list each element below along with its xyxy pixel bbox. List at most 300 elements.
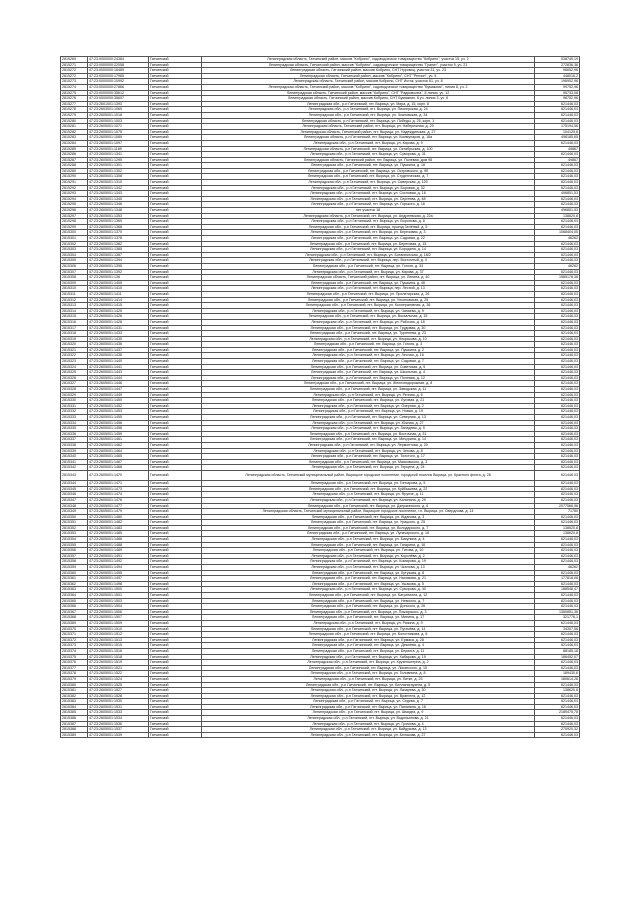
- cadastral-number-cell: 47:23:2605001:1497: [88, 576, 149, 582]
- cadastral-value-cell: 621446,03: [535, 241, 580, 247]
- district-cell: Гатчинский: [149, 465, 202, 471]
- address-cell: Ленинградская обл., р-н Гатчинский, пгт. Вырица, ул. Мира, д. 15, корп. 8: [202, 101, 535, 107]
- cadastral-value-cell: 621446,03: [535, 118, 580, 124]
- row-id-cell: 2815319: [61, 336, 88, 342]
- district-cell: Гатчинский: [149, 620, 202, 626]
- address-cell: Ленинградская обл., р-н Гатчинский, пгт. Вырица, ул. Пушкина, д. 2: [202, 347, 535, 353]
- cadastral-number-cell: 47:23:2605001:1395: [88, 263, 149, 269]
- cadastral-value-cell: 621446,03: [535, 682, 580, 688]
- address-cell: Ленинградская обл., р-н Гатчинский, пгт. Вырица, ул. Байдукова, д. 13: [202, 727, 535, 733]
- address-cell: Ленинградская обл., р-н Гатчинский, пгт. Вырица, ул. Озерная, д. 2: [202, 403, 535, 409]
- cadastral-number-cell: 47:23:2605001:1521: [88, 665, 149, 671]
- row-id-cell: 2815312: [61, 297, 88, 303]
- address-cell: Ленинградская обл., р-н Гатчинский, пгт. Вырица, ул. Невского, д. 7: [202, 598, 535, 604]
- address-cell: Ленинградская обл., р-н Гатчинский, пгт. Вырица, ул. Маяковского, д. 3: [202, 459, 535, 465]
- cadastral-value-cell: 321776,1: [535, 615, 580, 621]
- cadastral-number-cell: 47:23:2603001:1069: [88, 107, 149, 113]
- district-cell: Гатчинский: [149, 593, 202, 599]
- district-cell: Гатчинский: [149, 676, 202, 682]
- district-cell: Гатчинский: [149, 157, 202, 163]
- district-cell: Гатчинский: [149, 62, 202, 68]
- row-id-cell: 2815327: [61, 381, 88, 387]
- district-cell: Гатчинский: [149, 503, 202, 509]
- cadastral-number-cell: 47:23:2605001:1394: [88, 258, 149, 264]
- address-cell: Ленинградская обл., р-н Гатчинский, пгт. Вырица, ул. Чкалова, д. 13: [202, 565, 535, 571]
- row-id-cell: 2815365: [61, 598, 88, 604]
- row-id-cell: 2815348: [61, 503, 88, 509]
- row-id-cell: 2815359: [61, 565, 88, 571]
- cadastral-number-cell: 47:23:2605001:1353: [88, 213, 149, 219]
- address-cell: Ленинградская обл., р-н Гатчинский, пгт. Вырица, ул. Пионерская, д. 24: [202, 107, 535, 113]
- cadastral-number-cell: 47:23:2605001:1477: [88, 503, 149, 509]
- cadastral-number-cell: 47:23:2605001:1075: [88, 129, 149, 135]
- cadastral-number-cell: 47:23:2605001:1467: [88, 459, 149, 465]
- cadastral-value-cell: 621446,03: [535, 258, 580, 264]
- address-cell: Ленинградская обл., р-н Гатчинский, пгт. Вырица, ул. Речная, д. 6: [202, 392, 535, 398]
- cadastral-number-cell: 47:23:2605001:1510: [88, 626, 149, 632]
- row-id-cell: 2815364: [61, 593, 88, 599]
- district-cell: Гатчинский: [149, 459, 202, 465]
- address-cell: Ленинградская обл., р-н Гатчинский, пгт. Вырица, ул. Рабочая, д. 18: [202, 319, 535, 325]
- row-id-cell: 2815284: [61, 140, 88, 146]
- district-cell: Гатчинский: [149, 497, 202, 503]
- cadastral-number-cell: 47:23:2605001:1491: [88, 553, 149, 559]
- cadastral-number-cell: 47:23:2605001:1411: [88, 291, 149, 297]
- row-id-cell: 2815325: [61, 370, 88, 376]
- address-cell: Ленинградская обл., р-н Гатчинский, пгт. Вырица, проезд Зелёный, д. 5: [202, 224, 535, 230]
- district-cell: Гатчинский: [149, 291, 202, 297]
- row-id-cell: 2815338: [61, 442, 88, 448]
- cadastral-number-cell: 47:23:2605001:1485: [88, 531, 149, 537]
- address-cell: Ленинградская обл., р-н Гатчинский, пгт. Вырица, ул. Новая, д. 19: [202, 409, 535, 415]
- cadastral-number-cell: 47:23:2605001:1486: [88, 537, 149, 543]
- row-id-cell: 2815362: [61, 581, 88, 587]
- cadastral-number-cell: 47:23:2605001:1071: [88, 124, 149, 130]
- district-cell: Гатчинский: [149, 319, 202, 325]
- cadastral-number-cell: 47:23:2605001:1410: [88, 286, 149, 292]
- cadastral-value-cell: 49867: [535, 157, 580, 163]
- address-cell: Ленинградская обл., р-н Гатчинский, пгт. Вырица, ул. Ботаническая, д. 18/2: [202, 252, 535, 258]
- row-id-cell: 2815383: [61, 699, 88, 705]
- cadastral-value-cell: 621446,03: [535, 247, 580, 253]
- cadastral-value-cell: 621446,03: [535, 442, 580, 448]
- cadastral-value-cell: 621446,03: [535, 716, 580, 722]
- district-cell: Гатчинский: [149, 219, 202, 225]
- cadastral-number-cell: 47:23:2605001:1525: [88, 682, 149, 688]
- district-cell: Гатчинский: [149, 587, 202, 593]
- address-cell: Ленинградская обл., р-н Гатчинский, пгт. Вырица, ул. Бородина, д. 14: [202, 247, 535, 253]
- district-cell: Гатчинский: [149, 509, 202, 515]
- address-cell: Ленинградская обл., р-н Гатчинский, пгт. Вырица, ул. Трудовая, д. 30: [202, 325, 535, 331]
- address-cell: Ленинградская обл., р-н Гатчинский, пгт. Вырица, ул. Белякова, д. 27: [202, 732, 535, 738]
- district-cell: Гатчинский: [149, 437, 202, 443]
- cadastral-number-cell: 47:23:2605001:1468: [88, 465, 149, 471]
- row-id-cell: 2815321: [61, 347, 88, 353]
- row-id-cell: 2815352: [61, 525, 88, 531]
- district-cell: Гатчинский: [149, 710, 202, 716]
- row-id-cell: 2815292: [61, 185, 88, 191]
- cadastral-number-cell: 47:23:2605001:1455: [88, 415, 149, 421]
- address-cell: Ленинградская обл., р-н Гатчинский, пгт. Вырица, ул. Кооперативная, д. 36: [202, 303, 535, 309]
- address-cell: Ленинградская область, Гатчинский район, пгт. Вырица, ул. Надеждинская, д. 27: [202, 129, 535, 135]
- cadastral-number-cell: 47:23:2605001:1392: [88, 269, 149, 275]
- cadastral-number-cell: 47:23:2605001:1450: [88, 398, 149, 404]
- address-cell: Ленинградская область, Гатчинский муниципальный район, Вырицкое городское поселение, городской поселок Вырица, ул. Красного флота, д. 28: [202, 470, 535, 480]
- address-cell: Ленинградская обл., р-н Гатчинский, пгт. Вырица, ул. Ульяновская, д. 25: [202, 297, 535, 303]
- address-cell: Ленинградская обл., р-н Гатчинский, пгт. Вырица, ул. Чехова, д. 8: [202, 448, 535, 454]
- cadastral-value-cell: 621446,03: [535, 196, 580, 202]
- row-id-cell: 2815324: [61, 364, 88, 370]
- address-cell: Ленинградская область, Гатчинский район, массив "Кобрино", СНТ "Радиоволна", 8 линия, уч. 12: [202, 90, 535, 96]
- cadastral-value-cell: 621446,03: [535, 660, 580, 666]
- address-cell: Ленинградская обл., р-н Гатчинский, пгт. Вырица, ул. Железнодорожная, д. 8: [202, 381, 535, 387]
- table-body: [61, 57, 580, 738]
- row-id-cell: 2815367: [61, 609, 88, 615]
- district-cell: Гатчинский: [149, 286, 202, 292]
- cadastral-number-cell: 47:23:2605001:1447: [88, 387, 149, 393]
- cadastral-number-cell: 47:23:2605001:1531: [88, 704, 149, 710]
- cadastral-number-cell: 47:23:2605001:1503: [88, 598, 149, 604]
- district-cell: Гатчинский: [149, 643, 202, 649]
- cadastral-number-cell: 47:23:2605001:1501: [88, 593, 149, 599]
- address-cell: Ленинградская обл., р-н Гатчинский, пгт. Вырица, ул. Суворова, д. 40: [202, 587, 535, 593]
- cadastral-number-cell: 47:23:2605001:1342: [88, 185, 149, 191]
- cadastral-number-cell: 47:23:2605001:1507: [88, 615, 149, 621]
- row-id-cell: 2815384: [61, 704, 88, 710]
- cadastral-number-cell: 47:23:2605001:1097: [88, 140, 149, 146]
- cadastral-number-cell: 47:23:2605001:1506: [88, 609, 149, 615]
- cadastral-number-cell: 47:23:0000000:16489: [88, 68, 149, 74]
- district-cell: Гатчинский: [149, 146, 202, 152]
- cadastral-value-cell: 621446,03: [535, 570, 580, 576]
- cadastral-value-cell: 621446,03: [535, 331, 580, 337]
- address-cell: Ленинградская обл., р-н Гатчинский, пгт. Вырица, ул. Крузенштерна, д. 2: [202, 660, 535, 666]
- row-id-cell: 2815293: [61, 191, 88, 197]
- row-id-cell: 2815302: [61, 241, 88, 247]
- cadastral-value-cell: 621446,03: [535, 637, 580, 643]
- row-id-cell: 2815363: [61, 587, 88, 593]
- district-cell: Гатчинский: [149, 96, 202, 102]
- cadastral-value-cell: 2189475,78: [535, 710, 580, 716]
- cadastral-number-cell: 47:23:2605001:1436: [88, 342, 149, 348]
- district-cell: Гатчинский: [149, 721, 202, 727]
- address-cell: Ленинградская обл., р-н Гатчинский, пгт. Вырица, ул. Садовая, д. 22: [202, 236, 535, 242]
- cadastral-value-cell: 99752,96: [535, 84, 580, 90]
- cadastral-value-cell: 621446,03: [535, 732, 580, 738]
- cadastral-value-cell: 621446,03: [535, 392, 580, 398]
- cadastral-value-cell: 538749,19: [535, 57, 580, 63]
- row-id-cell: 2815337: [61, 437, 88, 443]
- cadastral-number-cell: 47:23:2605001:1426: [88, 314, 149, 320]
- address-cell: Ленинградская обл., р-н Гатчинский, пгт. Вырица, ул. Пролетарская, д. 26: [202, 291, 535, 297]
- address-cell: Ленинградская обл., р-н Гатчинский, пгт. Вырица, ул. Толстого, д. 17: [202, 454, 535, 460]
- cadastral-value-cell: 621446,03: [535, 252, 580, 258]
- cadastral-value-cell: 46262: [535, 263, 580, 269]
- address-cell: Ленинградская обл., р-н Гатчинский, пгт. Вырица, пер. Восточный, д. 4: [202, 258, 535, 264]
- district-cell: Гатчинский: [149, 252, 202, 258]
- district-cell: Гатчинский: [149, 168, 202, 174]
- row-id-cell: 2815385: [61, 710, 88, 716]
- cadastral-value-cell: 71780: [535, 509, 580, 515]
- row-id-cell: 2815386: [61, 716, 88, 722]
- cadastral-value-cell: 621446,03: [535, 325, 580, 331]
- district-cell: Гатчинский: [149, 492, 202, 498]
- address-cell: Ленинградская обл., р-н Гатчинский, пгт. Вырица, ул. Береговая, д. 15: [202, 241, 535, 247]
- cadastral-number-cell: 47:23:2605001:1295: [88, 157, 149, 163]
- row-id-cell: 2815305: [61, 258, 88, 264]
- cadastral-value-cell: 621446,03: [535, 604, 580, 610]
- cadastral-value-cell: 621446,03: [535, 202, 580, 208]
- row-id-cell: 2815380: [61, 682, 88, 688]
- district-cell: Гатчинский: [149, 565, 202, 571]
- cadastral-value-cell: 621446,03: [535, 112, 580, 118]
- district-cell: Гатчинский: [149, 275, 202, 281]
- cadastral-number-cell: 47:23:2605001:1345: [88, 196, 149, 202]
- cadastral-value-cell: 496851,53: [535, 208, 580, 214]
- cadastral-value-cell: 621446,03: [535, 403, 580, 409]
- cadastral-number-cell: 47:23:2605001:1446: [88, 381, 149, 387]
- address-cell: Ленинградская область, Гатчинский район, массив "Кобрино", СНТ "Регион", уч. 5: [202, 73, 535, 79]
- district-cell: Гатчинский: [149, 224, 202, 230]
- district-cell: Гатчинский: [149, 359, 202, 365]
- cadastral-number-cell: 47:23:0000000:22058: [88, 62, 149, 68]
- district-cell: Гатчинский: [149, 79, 202, 85]
- row-id-cell: 2815340: [61, 454, 88, 460]
- cadastral-number-cell: 47:23:2605001:1453: [88, 409, 149, 415]
- address-cell: Ленинградская обл., р-н Гатчинский, пгт. Вырица, ул. Северная, д. 13: [202, 415, 535, 421]
- row-id-cell: 2815389: [61, 732, 88, 738]
- address-cell: Ленинградская обл., р-н Гатчинский, пгт. Вырица, ул. Хабарова, д. 19: [202, 654, 535, 660]
- cadastral-value-cell: 138620,8: [535, 213, 580, 219]
- district-cell: Гатчинский: [149, 398, 202, 404]
- address-cell: Ленинградская обл., р-н Гатчинский, пгт. Вырица, ул. Кутузова, д. 8: [202, 570, 535, 576]
- district-cell: Гатчинский: [149, 688, 202, 694]
- row-id-cell: 2815274: [61, 84, 88, 90]
- table-row: [61, 732, 580, 738]
- cadastral-value-cell: 621446,03: [535, 375, 580, 381]
- district-cell: Гатчинский: [149, 174, 202, 180]
- cadastral-value-cell: 621446,03: [535, 704, 580, 710]
- address-cell: Ленинградская обл., р-н Гатчинский, пгт. Вырица, ул. Минина, д. 17: [202, 615, 535, 621]
- address-cell: Ленинградская область, Гатчинский район, массив Кобрино, СНТ Исток, участок 61, уч. 8: [202, 79, 535, 85]
- cadastral-value-cell: 621446,03: [535, 174, 580, 180]
- cadastral-value-cell: 188548,47: [535, 587, 580, 593]
- district-cell: Гатчинский: [149, 118, 202, 124]
- district-cell: Гатчинский: [149, 581, 202, 587]
- cadastral-number-cell: 47:23:0000000:10992: [88, 79, 149, 85]
- cadastral-number-cell: 47:23:0000000:17965: [88, 73, 149, 79]
- cadastral-number-cell: 47:23:2605001:1539: [88, 732, 149, 738]
- district-cell: Гатчинский: [149, 570, 202, 576]
- cadastral-number-cell: 47:23:2605001:1464: [88, 448, 149, 454]
- address-cell: Ленинградская обл., р-н Гатчинский, пгт. Вырица, ул. Лесная, д. 16: [202, 353, 535, 359]
- district-cell: Гатчинский: [149, 124, 202, 130]
- address-cell: Ленинградская обл., р-н Гатчинский, пгт. Вырица, ул. Седова, д. 7: [202, 699, 535, 705]
- district-cell: Гатчинский: [149, 308, 202, 314]
- district-cell: Гатчинский: [149, 409, 202, 415]
- address-cell: Ленинградская область, р-н Гатчинский, пгт. Вырица, ул. Октябрьская, д. 100: [202, 146, 535, 152]
- address-cell: Ленинградская обл., р-н Гатчинский, пгт. Вырица, ул. Березовая, д. 3: [202, 230, 535, 236]
- row-id-cell: 2815298: [61, 219, 88, 225]
- cadastral-value-cell: 1585178,38: [535, 275, 580, 281]
- cadastral-value-cell: 96652,96: [535, 68, 580, 74]
- row-id-cell: 2815278: [61, 107, 88, 113]
- cadastral-value-cell: 621446,03: [535, 581, 580, 587]
- district-cell: Гатчинский: [149, 431, 202, 437]
- row-id-cell: 2815288: [61, 163, 88, 169]
- cadastral-value-cell: 621446,03: [535, 107, 580, 113]
- row-id-cell: 2815314: [61, 308, 88, 314]
- district-cell: Гатчинский: [149, 514, 202, 520]
- row-id-cell: 2815336: [61, 431, 88, 437]
- address-cell: Ленинградская обл., р-н Гатчинский, пгт. Вырица, ул. Горького, д. 16: [202, 202, 535, 208]
- cadastral-number-cell: 47:23:2605001:1498: [88, 581, 149, 587]
- address-cell: Ленинградская обл., р-н Гатчинский, пгт. Вырица, ул. Мичурина, д. 14: [202, 437, 535, 443]
- cadastral-value-cell: 621446,03: [535, 152, 580, 158]
- row-id-cell: 2815369: [61, 620, 88, 626]
- row-id-cell: 2815343: [61, 470, 88, 480]
- row-id-cell: 2815272: [61, 73, 88, 79]
- address-cell: Ленинградская обл., р-н Гатчинский, пгт. Вырица, ул. Беллинсгаузена, д. 5: [202, 682, 535, 688]
- cadastral-number-cell: 47:23:2605001:1524: [88, 676, 149, 682]
- address-cell: Ленинградская область, Гатчинский район, массив Кобрино, СНТ Бумажник, 8 уч. линия 3, уч. 6: [202, 96, 535, 102]
- district-cell: Гатчинский: [149, 693, 202, 699]
- row-id-cell: 2815296: [61, 208, 88, 214]
- district-cell: Гатчинский: [149, 553, 202, 559]
- row-id-cell: 2815276: [61, 96, 88, 102]
- row-id-cell: 2815317: [61, 325, 88, 331]
- district-cell: Гатчинский: [149, 727, 202, 733]
- cadastral-number-cell: 47:23:2605001:1018: [88, 112, 149, 118]
- address-cell: Ленинградская обл., р-н Гатчинский, пгт. Вырица, ул. Пушкина, д. 46: [202, 280, 535, 286]
- cadastral-number-cell: 47:23:2605001:136: [88, 275, 149, 281]
- cadastral-value-cell: 621446,03: [535, 632, 580, 638]
- cadastral-number-cell: 47:23:2605001:1462: [88, 442, 149, 448]
- address-cell: Ленинградская обл., р-н Гатчинский, пгт. Вырица, ул. Разина, д. 9: [202, 620, 535, 626]
- row-id-cell: 2815333: [61, 415, 88, 421]
- district-cell: Гатчинский: [149, 598, 202, 604]
- district-cell: Гатчинский: [149, 470, 202, 480]
- row-id-cell: 2815307: [61, 269, 88, 275]
- row-id-cell: 2815291: [61, 180, 88, 186]
- district-cell: Гатчинский: [149, 576, 202, 582]
- address-cell: Ленинградская обл., р-н Гатчинский, пгт. Вырица, ул. Студенческая, д. 7: [202, 174, 535, 180]
- cadastral-number-cell: 47:23:2605001:1089: [88, 135, 149, 141]
- row-id-cell: 2815318: [61, 331, 88, 337]
- cadastral-number-cell: 47:23:2605001:1310: [88, 180, 149, 186]
- cadastral-value-cell: 496851,53: [535, 191, 580, 197]
- cadastral-value-cell: 621446,03: [535, 486, 580, 492]
- district-cell: Гатчинский: [149, 297, 202, 303]
- cadastral-number-cell: 47:23:2605001:1536: [88, 721, 149, 727]
- row-id-cell: 2815289: [61, 168, 88, 174]
- address-cell: Ленинградская обл., р-н Гатчинский, пгт. Вырица, ул. Пожарского, д. 3: [202, 609, 535, 615]
- row-id-cell: 2815358: [61, 559, 88, 565]
- district-cell: Гатчинский: [149, 90, 202, 96]
- district-cell: Гатчинский: [149, 57, 202, 63]
- cadastral-number-cell: 47:23:2605001:1518: [88, 654, 149, 660]
- address-cell: Ленинградская обл., р-н Гатчинский, пгт. Вырица, ул. Папанина, д. 16: [202, 704, 535, 710]
- cadastral-value-cell: 498185,65: [535, 135, 580, 141]
- row-id-cell: 2815331: [61, 403, 88, 409]
- address-cell: Ленинградская обл., р-н Гатчинский, пгт. Вырица, ул. Королёва, д. 2: [202, 553, 535, 559]
- cadastral-number-cell: 47:23:2605001:1519: [88, 660, 149, 666]
- cadastral-value-cell: 621446,03: [535, 336, 580, 342]
- district-cell: Гатчинский: [149, 615, 202, 621]
- cadastral-number-cell: 47:23:2605001:1348: [88, 208, 149, 214]
- cadastral-number-cell: 47:23:2605001:1458: [88, 426, 149, 432]
- district-cell: Гатчинский: [149, 699, 202, 705]
- district-cell: Гатчинский: [149, 314, 202, 320]
- cadastral-number-cell: 47:23:2605001:1308: [88, 174, 149, 180]
- row-id-cell: 2815309: [61, 280, 88, 286]
- cadastral-number-cell: 47:23:2605001:1444: [88, 375, 149, 381]
- row-id-cell: 2815334: [61, 420, 88, 426]
- cadastral-value-cell: 621446,03: [535, 448, 580, 454]
- cadastral-value-cell: 104125,8: [535, 129, 580, 135]
- row-id-cell: 2815373: [61, 643, 88, 649]
- district-cell: Гатчинский: [149, 73, 202, 79]
- row-id-cell: 2815322: [61, 353, 88, 359]
- cadastral-number-cell: 47:23:2605001:1433: [88, 331, 149, 337]
- district-cell: Гатчинский: [149, 716, 202, 722]
- address-cell: Ленинградская обл., р-н Гатчинский, пгт. Вырица, ул. Беринга, д. 11: [202, 648, 535, 654]
- district-cell: Гатчинский: [149, 442, 202, 448]
- district-cell: Гатчинский: [149, 280, 202, 286]
- row-id-cell: 2815306: [61, 263, 88, 269]
- row-id-cell: 2815290: [61, 174, 88, 180]
- row-id-cell: 2815275: [61, 90, 88, 96]
- district-cell: Гатчинский: [149, 415, 202, 421]
- cadastral-number-cell: 47:23:2605001:1456: [88, 420, 149, 426]
- cadastral-number-cell: 47:23:2605001:1452: [88, 403, 149, 409]
- cadastral-value-cell: 621446,03: [535, 219, 580, 225]
- address-cell: Ленинградская обл., р-н Гатчинский, пгт. Вырица, ул. Урицкого, д. 25: [202, 520, 535, 526]
- row-id-cell: 2815316: [61, 319, 88, 325]
- address-cell: Ленинградская обл., р-н Гатчинский, пгт. Вырица, ул. Пушкина, д. 18: [202, 163, 535, 169]
- cadastral-number-cell: 47:23:2605001:1414: [88, 297, 149, 303]
- cadastral-value-cell: 621446,03: [535, 542, 580, 548]
- cadastral-value-cell: 621446,03: [535, 314, 580, 320]
- cadastral-number-cell: 47:23:2605001:1003: [88, 118, 149, 124]
- row-id-cell: 2815335: [61, 426, 88, 432]
- row-id-cell: 2815357: [61, 553, 88, 559]
- cadastral-number-cell: 47:23:2605001:1494: [88, 565, 149, 571]
- cadastral-value-cell: 46262: [535, 236, 580, 242]
- address-cell: Ленинградская обл., р-н Гатчинский, пгт. Вырица, ул. Болотникова, д. 6: [202, 632, 535, 638]
- cadastral-number-cell: 47:23:2605001:1368: [88, 224, 149, 230]
- cadastral-value-cell: 621446,03: [535, 537, 580, 543]
- district-cell: Гатчинский: [149, 403, 202, 409]
- address-cell: Ленинградская обл., р-н Гатчинский, пгт. Вырица, ул. Западная, д. 9: [202, 426, 535, 432]
- cadastral-number-cell: 47:23:2605001:1471: [88, 481, 149, 487]
- cadastral-number-cell: 47:23:2605001:1530: [88, 699, 149, 705]
- row-id-cell: 2815378: [61, 671, 88, 677]
- cadastral-value-cell: 621446,03: [535, 665, 580, 671]
- address-cell: Ленинградская обл., р-н Гатчинский, пгт. Вырица, ул. Пугачёва, д. 14: [202, 626, 535, 632]
- cadastral-number-cell: 47:23:2605001:1440: [88, 359, 149, 365]
- cadastral-value-cell: 621446,03: [535, 426, 580, 432]
- row-id-cell: 2815353: [61, 531, 88, 537]
- district-cell: Гатчинский: [149, 671, 202, 677]
- row-id-cell: 2815347: [61, 497, 88, 503]
- district-cell: Гатчинский: [149, 448, 202, 454]
- row-id-cell: 2815294: [61, 196, 88, 202]
- address-cell: Ленинградская область, р-н Гатчинский, пгт. Вырица, ул. Коммунаров, д. 16а: [202, 135, 535, 141]
- address-cell: Ленинградская обл., р-н Гатчинский, пгт. Вырица, ул. Калинина, д. 29: [202, 497, 535, 503]
- cadastral-number-cell: 47:23:0000000:27866: [88, 84, 149, 90]
- cadastral-number-cell: 47:23:2605001:1387: [88, 252, 149, 258]
